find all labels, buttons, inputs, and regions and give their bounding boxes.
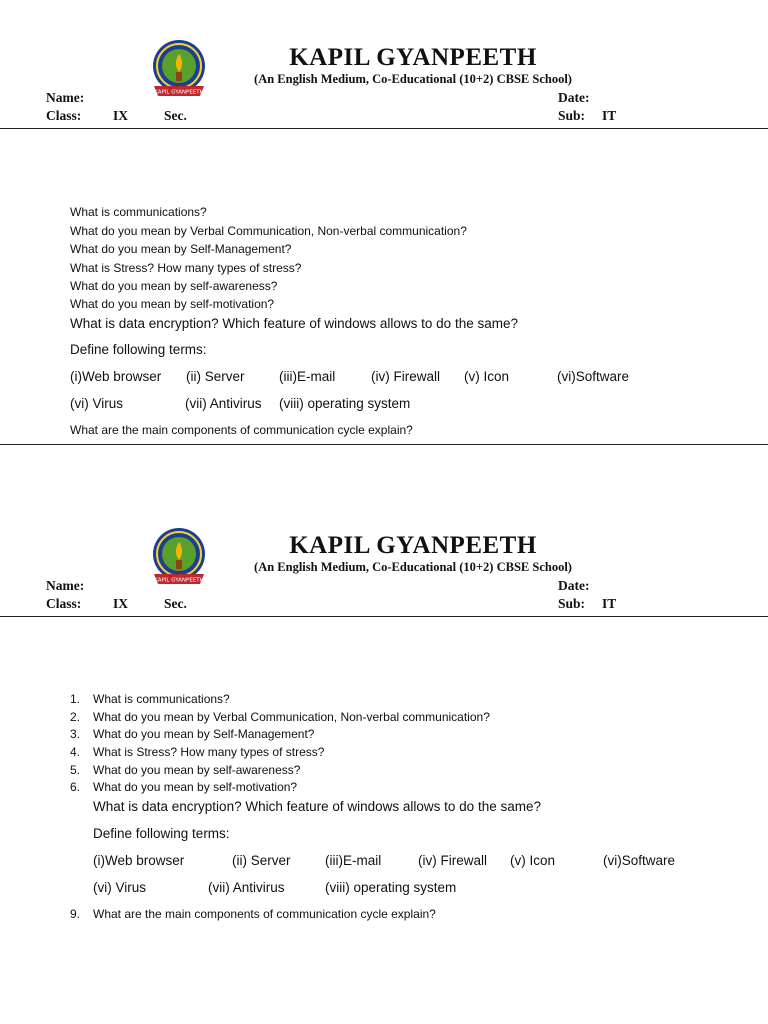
- term-item: (v) Icon: [464, 369, 510, 384]
- class-value: IX: [113, 108, 129, 123]
- question-6: What do you mean by self-motivation?: [70, 297, 275, 311]
- date-label: Date:: [558, 578, 590, 593]
- subject-value: IT: [602, 108, 617, 123]
- question-2: What do you mean by Verbal Communication, Non-verbal communication?: [93, 710, 490, 724]
- header-divider: [0, 128, 768, 129]
- question-7: What is data encryption? Which feature of windows allows to do the same?: [93, 799, 541, 814]
- term-item: (iv) Firewall: [371, 369, 440, 384]
- question-5: What do you mean by self-awareness?: [70, 279, 278, 293]
- class-value: IX: [113, 596, 129, 611]
- question-1: What is communications?: [70, 205, 207, 219]
- term-item: (ii) Server: [232, 853, 291, 868]
- question-9: What are the main components of communication cycle explain?: [93, 907, 436, 921]
- question-2: What do you mean by Verbal Communication, Non-verbal communication?: [70, 224, 467, 238]
- list-number: 9.: [70, 907, 81, 921]
- school-subtitle: (An English Medium, Co-Educational (10+2) CBSE School): [254, 560, 572, 574]
- header-divider: [0, 616, 768, 617]
- term-item: (i)Web browser: [70, 369, 162, 384]
- school-name: KAPIL GYANPEETH: [289, 532, 537, 559]
- name-label: Name:: [46, 578, 85, 593]
- question-9: What are the main components of communication cycle explain?: [70, 423, 413, 437]
- school-name: KAPIL GYANPEETH: [289, 44, 537, 71]
- question-3: What do you mean by Self-Management?: [93, 727, 315, 741]
- term-item: (i)Web browser: [93, 853, 185, 868]
- section-label: Sec.: [164, 596, 187, 611]
- term-item: (vi) Virus: [70, 396, 124, 411]
- sheet-divider: [0, 444, 768, 445]
- term-item: (vi)Software: [557, 369, 630, 384]
- question-7: What is data encryption? Which feature of windows allows to do the same?: [70, 316, 518, 331]
- question-6: What do you mean by self-motivation?: [93, 780, 298, 794]
- class-label: Class:: [46, 108, 82, 123]
- term-item: (v) Icon: [510, 853, 556, 868]
- question-8: Define following terms:: [70, 342, 207, 357]
- name-label: Name:: [46, 90, 85, 105]
- term-item: (iii)E-mail: [279, 369, 336, 384]
- svg-text:KAPIL GYANPEETH: KAPIL GYANPEETH: [154, 577, 204, 584]
- term-item: (vi) Virus: [93, 880, 147, 895]
- question-1: What is communications?: [93, 692, 230, 706]
- worksheet-2: [0, 488, 768, 978]
- date-label: Date:: [558, 90, 590, 105]
- term-item: (viii) operating system: [279, 396, 411, 411]
- term-item: (vii) Antivirus: [208, 880, 285, 895]
- question-4: What is Stress? How many types of stress?: [93, 745, 325, 759]
- question-8: Define following terms:: [93, 826, 230, 841]
- list-number: 5.: [70, 763, 81, 777]
- list-number: 4.: [70, 745, 81, 759]
- term-item: (iii)E-mail: [325, 853, 382, 868]
- school-logo-icon: [150, 526, 208, 590]
- class-label: Class:: [46, 596, 82, 611]
- subject-label: Sub:: [558, 596, 586, 611]
- school-subtitle: (An English Medium, Co-Educational (10+2) CBSE School): [254, 72, 572, 86]
- subject-value: IT: [602, 596, 617, 611]
- list-number: 6.: [70, 780, 81, 794]
- term-item: (vi)Software: [603, 853, 676, 868]
- list-number: 3.: [70, 727, 81, 741]
- term-item: (viii) operating system: [325, 880, 457, 895]
- term-item: (vii) Antivirus: [185, 396, 262, 411]
- svg-text:KAPIL GYANPEETH: KAPIL GYANPEETH: [154, 89, 204, 96]
- term-item: (ii) Server: [186, 369, 245, 384]
- list-number: 2.: [70, 710, 81, 724]
- subject-label: Sub:: [558, 108, 586, 123]
- list-number: 1.: [70, 692, 81, 706]
- question-4: What is Stress? How many types of stress?: [70, 261, 302, 275]
- term-item: (iv) Firewall: [418, 853, 487, 868]
- section-label: Sec.: [164, 108, 187, 123]
- question-5: What do you mean by self-awareness?: [93, 763, 301, 777]
- worksheet-1: [0, 0, 768, 490]
- question-3: What do you mean by Self-Management?: [70, 242, 292, 256]
- school-logo-icon: [150, 38, 208, 102]
